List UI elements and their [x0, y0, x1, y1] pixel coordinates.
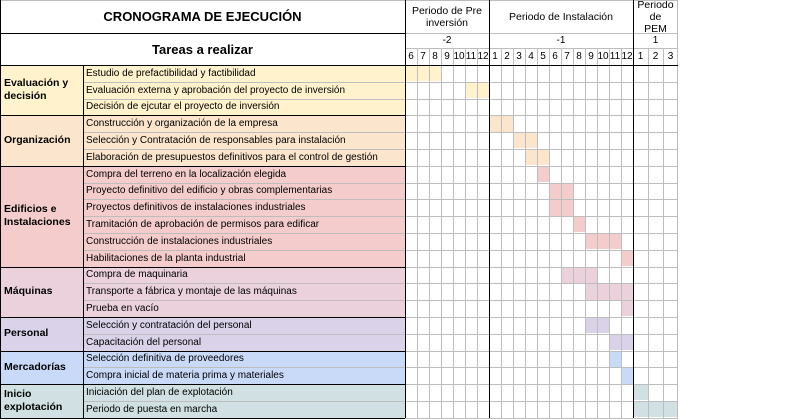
month-label: 12 — [477, 51, 489, 62]
gantt-bar — [573, 217, 585, 233]
grid-line — [621, 65, 622, 418]
grid-line — [561, 48, 562, 65]
grid-line — [453, 48, 454, 65]
task-label: Selección definitiva de proveedores — [83, 351, 405, 368]
task-label: Iniciación del plan de explotación — [83, 384, 405, 401]
month-label: 6 — [552, 51, 558, 62]
period-label: Periodo de PEM — [637, 0, 674, 35]
task-label: Selección y contratación del personal — [83, 317, 405, 334]
gantt-bar — [621, 301, 633, 317]
gantt-bar — [621, 250, 633, 266]
grid-line — [489, 0, 490, 418]
grid-line — [417, 65, 418, 418]
grid-line — [585, 65, 586, 418]
gantt-bar — [621, 368, 633, 384]
grid-line — [83, 283, 678, 284]
grid-line — [501, 48, 502, 65]
grid-line — [513, 65, 514, 418]
month-label: 8 — [432, 51, 438, 62]
month-label: 10 — [453, 51, 465, 62]
period-year: 1 — [652, 35, 659, 46]
grid-line — [549, 65, 550, 418]
grid-line — [0, 384, 405, 385]
grid-line — [537, 48, 538, 65]
grid-line — [0, 0, 1, 418]
grid-line — [83, 300, 678, 301]
period-label: Periodo de Instalación — [509, 10, 613, 23]
task-label: Construcción de instalaciones industriales — [83, 233, 405, 250]
category-label: Evaluación y decisión — [0, 65, 83, 115]
task-label: Tramitación de aprobación de permisos para edificar — [83, 216, 405, 233]
task-label: Compra de maquinaria — [83, 267, 405, 284]
grid-line — [0, 166, 405, 167]
category-label: Edificios e Instalaciones — [0, 166, 83, 267]
tasks-header: Tareas a realizar — [152, 41, 253, 57]
grid-line — [83, 99, 678, 100]
grid-line — [429, 48, 430, 65]
month-label: 12 — [621, 51, 633, 62]
grid-line — [83, 183, 678, 184]
gantt-bar — [609, 351, 621, 367]
grid-line — [0, 65, 678, 66]
category-label: Organización — [0, 115, 83, 165]
month-label: 2 — [504, 51, 510, 62]
grid-line — [453, 65, 454, 418]
grid-line — [83, 401, 678, 402]
month-label: 4 — [528, 51, 534, 62]
grid-line — [0, 33, 405, 34]
task-label: Evaluación externa y aprobación del proyecto de inversión — [83, 82, 405, 99]
grid-line — [573, 48, 574, 65]
task-label: Decisión de ejcutar el proyecto de inversión — [83, 99, 405, 116]
grid-line — [597, 48, 598, 65]
grid-line — [609, 48, 610, 65]
grid-line — [83, 216, 678, 217]
month-label: 1 — [637, 51, 644, 62]
grid-line — [648, 65, 649, 418]
task-label: Proyectos definitivos de instalaciones industriales — [83, 199, 405, 216]
month-label: 9 — [444, 51, 450, 62]
category-label: Personal — [0, 317, 83, 351]
month-label: 3 — [667, 51, 674, 62]
grid-line — [83, 199, 678, 200]
period-year: -2 — [442, 35, 452, 46]
grid-line — [405, 0, 406, 418]
grid-line — [429, 65, 430, 418]
category-label: Inicio explotación — [0, 384, 83, 418]
month-label: 1 — [492, 51, 498, 62]
gantt-bar — [537, 166, 549, 182]
grid-line — [621, 48, 622, 65]
grid-line — [648, 48, 649, 65]
task-label: Periodo de puesta en marcha — [83, 401, 405, 418]
task-label: Prueba en vacío — [83, 300, 405, 317]
grid-line — [405, 48, 678, 49]
grid-line — [0, 418, 405, 419]
grid-line — [405, 33, 678, 34]
grid-line — [0, 267, 405, 268]
grid-line — [663, 65, 664, 418]
month-label: 11 — [609, 51, 621, 62]
grid-line — [83, 250, 678, 251]
grid-line — [441, 65, 442, 418]
category-label: Mercadorías — [0, 351, 83, 385]
grid-line — [585, 48, 586, 65]
grid-line — [83, 367, 678, 368]
grid-line — [477, 48, 478, 65]
gantt-bar — [633, 385, 648, 401]
grid-line — [465, 65, 466, 418]
grid-line — [597, 65, 598, 418]
month-label: 11 — [465, 51, 477, 62]
grid-line — [0, 115, 405, 116]
period-year: -1 — [556, 35, 566, 46]
month-label: 5 — [540, 51, 546, 62]
task-label: Proyecto definitivo del edificio y obras complementarias — [83, 183, 405, 200]
grid-line — [83, 132, 678, 133]
month-label: 10 — [597, 51, 609, 62]
grid-line — [573, 65, 574, 418]
gantt-bar — [585, 234, 621, 250]
task-label: Compra del terreno en la localización elegida — [83, 166, 405, 183]
gantt-bar — [405, 66, 441, 82]
period-label: Periodo de Pre inversión — [411, 4, 483, 29]
grid-line — [441, 48, 442, 65]
schedule-title: CRONOGRAMA DE EJECUCIÓN — [103, 9, 302, 24]
grid-line — [549, 48, 550, 65]
month-label: 2 — [652, 51, 659, 62]
month-label: 9 — [588, 51, 594, 62]
grid-line — [513, 48, 514, 65]
month-label: 6 — [408, 51, 414, 62]
task-label: Compra inicial de materia prima y materiales — [83, 367, 405, 384]
gantt-bar — [561, 267, 597, 283]
month-label: 7 — [420, 51, 426, 62]
task-label: Selección y Contratación de responsables para instalación — [83, 132, 405, 149]
grid-line — [417, 48, 418, 65]
grid-line — [0, 0, 678, 1]
grid-line — [501, 65, 502, 418]
task-label: Elaboración de presupuestos definitivos para el control de gestión — [83, 149, 405, 166]
grid-line — [633, 0, 634, 418]
task-label: Capacitación del personal — [83, 334, 405, 351]
task-label: Construcción y organización de la empresa — [83, 115, 405, 132]
grid-line — [609, 65, 610, 418]
task-label: Transporte a fábrica y montaje de las máquinas — [83, 283, 405, 300]
grid-line — [83, 149, 678, 150]
grid-line — [477, 65, 478, 418]
month-label: 3 — [516, 51, 522, 62]
category-label: Máquinas — [0, 267, 83, 317]
grid-line — [663, 48, 664, 65]
grid-line — [677, 0, 678, 418]
grid-line — [83, 334, 678, 335]
grid-line — [537, 65, 538, 418]
grid-line — [83, 233, 678, 234]
month-label: 7 — [564, 51, 570, 62]
grid-line — [525, 48, 526, 65]
grid-line — [83, 82, 678, 83]
task-label: Habilitaciones de la planta industrial — [83, 250, 405, 267]
grid-line — [83, 65, 84, 418]
month-label: 8 — [576, 51, 582, 62]
grid-line — [561, 65, 562, 418]
grid-line — [465, 48, 466, 65]
grid-line — [0, 317, 405, 318]
gantt-bar — [633, 402, 678, 418]
task-label: Estudio de prefactibilidad y factibilidad — [83, 65, 405, 82]
grid-line — [0, 351, 405, 352]
grid-line — [525, 65, 526, 418]
